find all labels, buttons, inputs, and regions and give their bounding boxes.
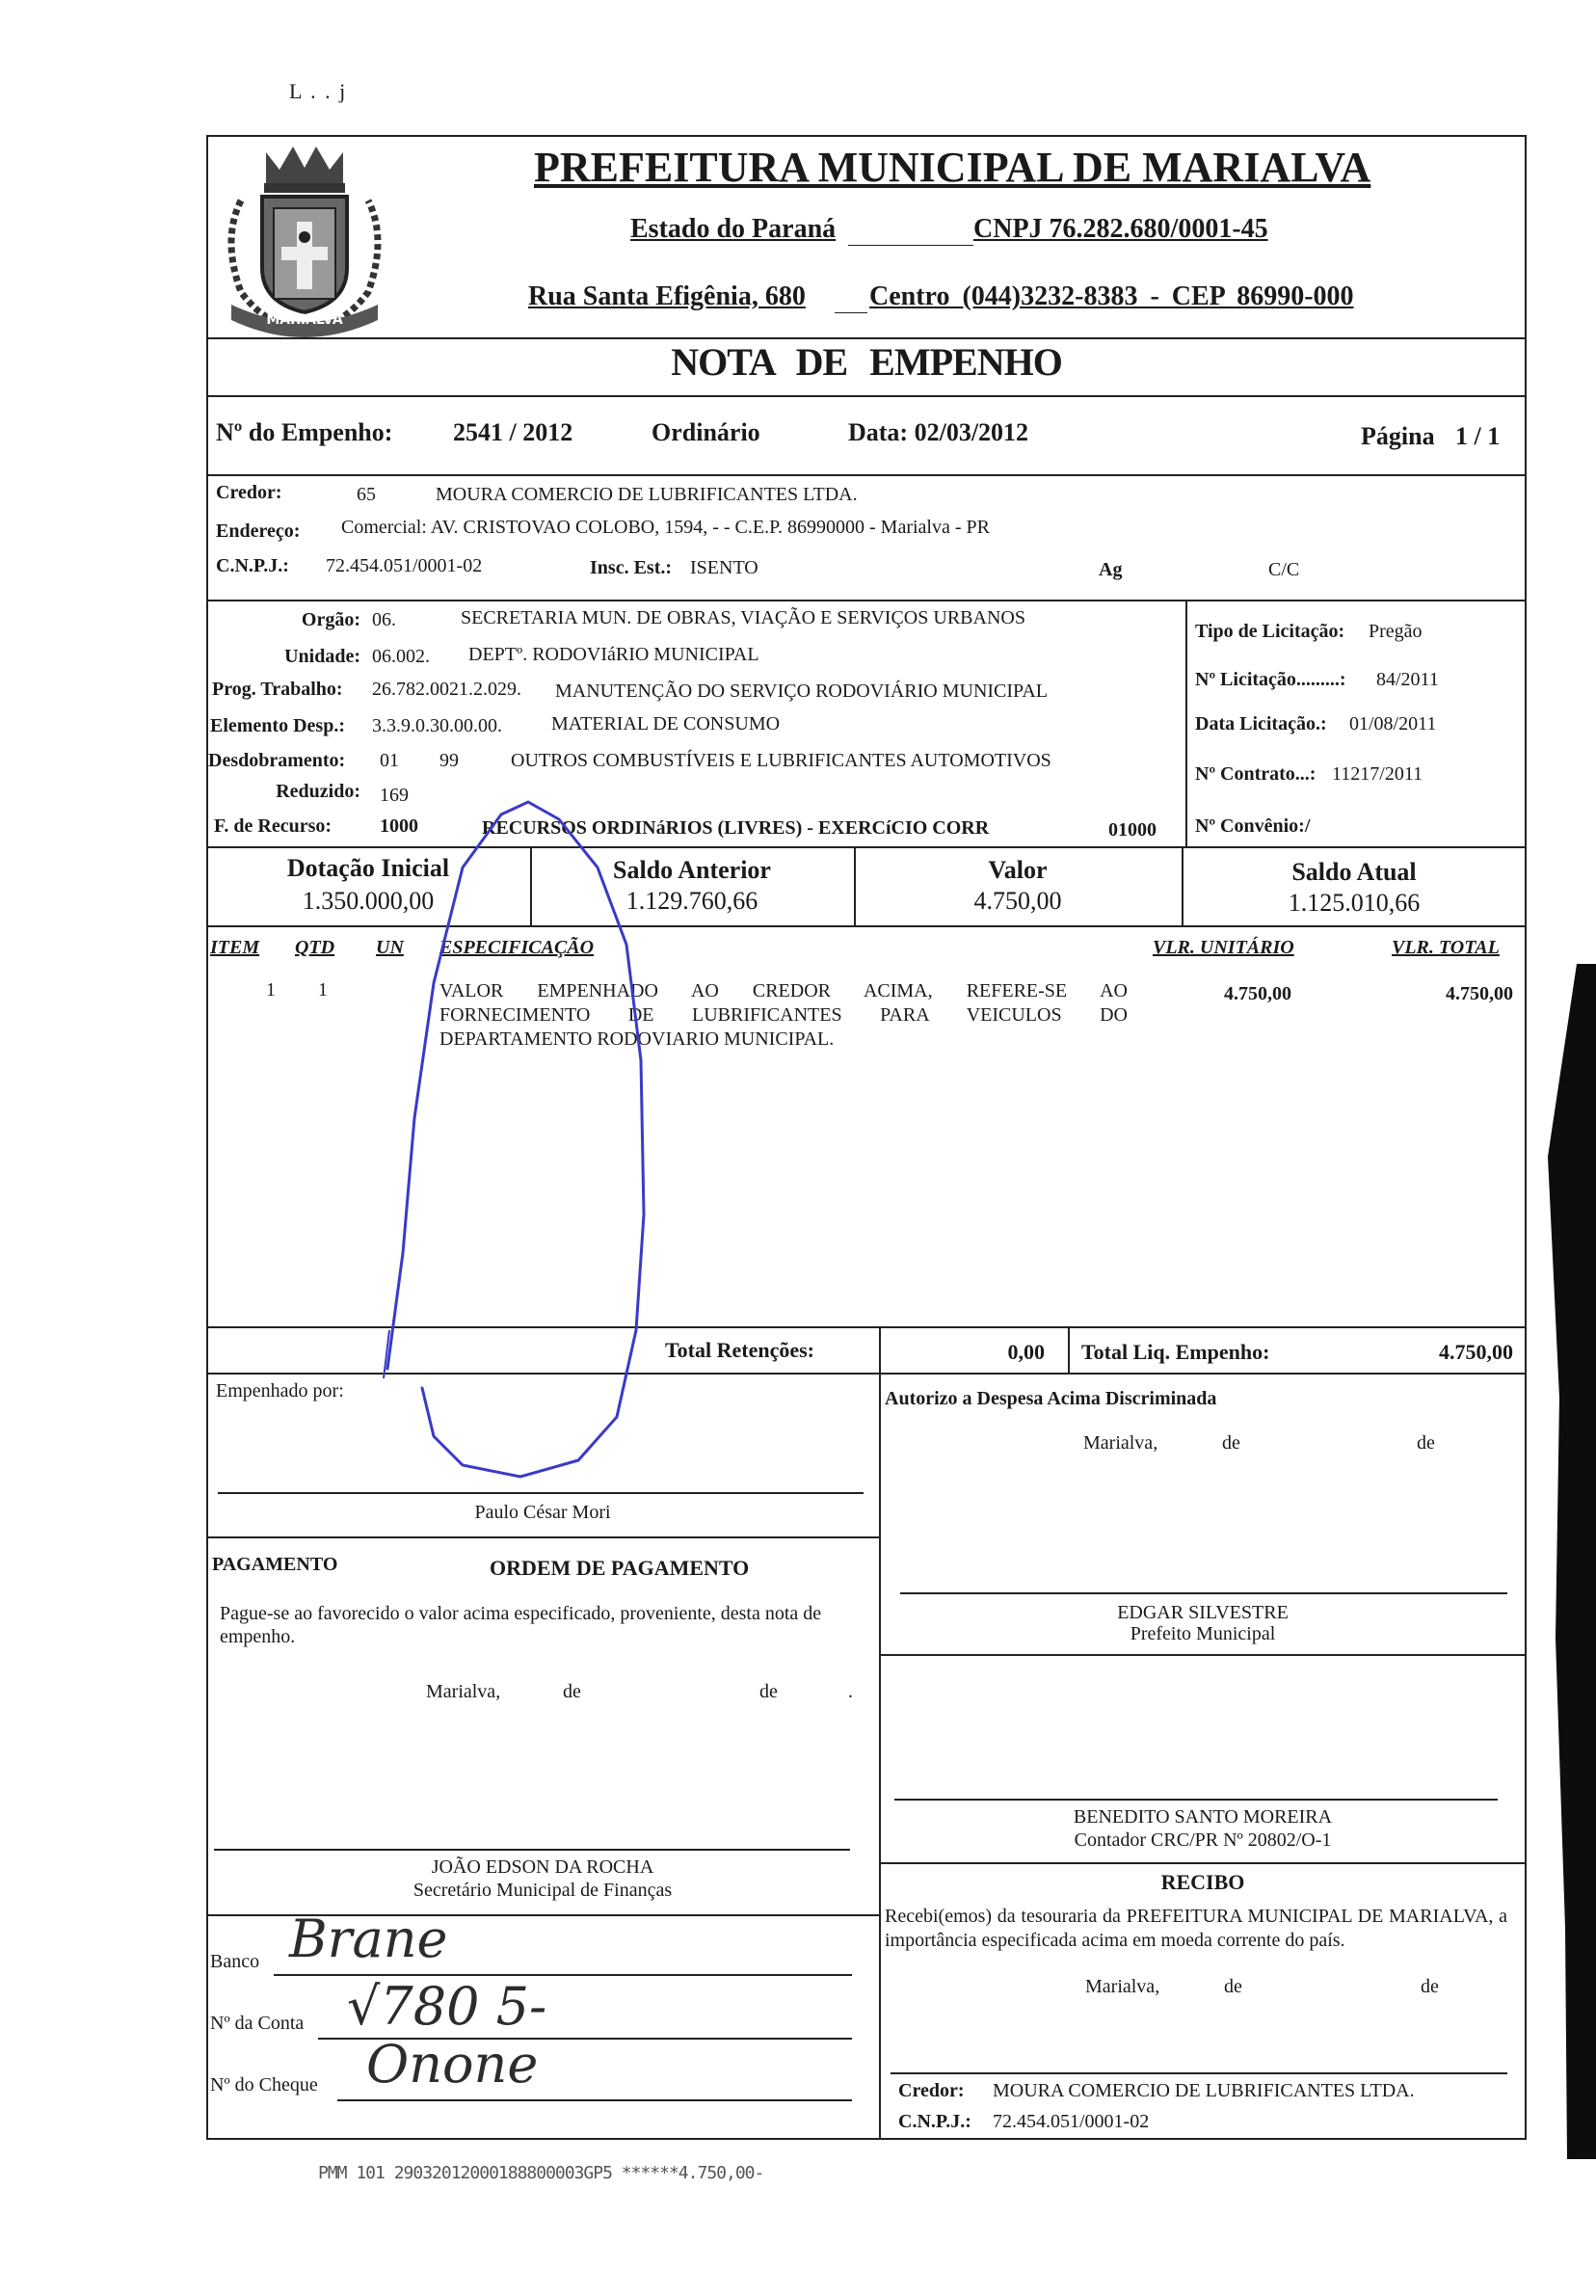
recibo-cnpj-label: C.N.P.J.: — [898, 2111, 971, 2132]
saldo-anterior-label: Saldo Anterior — [613, 856, 771, 884]
autorizo-label: Autorizo a Despesa Acima Discriminada — [885, 1388, 1217, 1409]
header-state: Estado do Paraná — [630, 214, 837, 244]
col-header-unit-value: VLR. UNITÁRIO — [1153, 937, 1294, 958]
elemento-code: 3.3.9.0.30.00.00. — [372, 715, 502, 736]
secretario-role: Secretário Municipal de Finanças — [412, 1880, 673, 1901]
empenho-number-label: Nº do Empenho: — [216, 418, 393, 446]
empenhado-name: Paulo César Mori — [474, 1502, 611, 1523]
unidade-code: 06.002. — [372, 646, 430, 667]
credor-address: Comercial: AV. CRISTOVAO COLOBO, 1594, - - C.E.P. 86990000 - Marialva - PR — [341, 517, 990, 538]
empenho-number: 2541 / 2012 — [453, 418, 573, 446]
dotacao-label: Dotação Inicial — [286, 854, 450, 882]
empenho-date: Data: 02/03/2012 — [848, 418, 1029, 446]
banco-label: Banco — [210, 1951, 260, 1972]
crest-label: MARIALVA — [266, 312, 343, 328]
page-title: PREFEITURA MUNICIPAL DE MARIALVA — [534, 144, 1371, 191]
fonte-code: 1000 — [380, 815, 418, 837]
contador-role: Contador CRC/PR Nº 20802/O-1 — [1074, 1829, 1332, 1851]
col-header-total-value: VLR. TOTAL — [1392, 937, 1500, 958]
cheque-label: Nº do Cheque — [210, 2074, 318, 2096]
licitacao-data: 01/08/2011 — [1349, 713, 1437, 734]
recibo-credor-label: Credor: — [898, 2080, 965, 2101]
spec-line: DEPARTAMENTO RODOVIARIO MUNICIPAL. — [439, 1028, 835, 1050]
desdobramento-code-2: 99 — [439, 750, 459, 771]
autorizo-de-1: de — [1222, 1432, 1240, 1454]
orgao-name: SECRETARIA MUN. DE OBRAS, VIAÇÃO E SERVIÇOS URBANOS — [461, 607, 1025, 628]
page-number: 1 / 1 — [1455, 422, 1501, 450]
total-liq-label: Total Liq. Empenho: — [1081, 1340, 1270, 1364]
credor-cnpj: 72.454.051/0001-02 — [326, 555, 483, 576]
recibo-de-2: de — [1421, 1976, 1439, 1997]
header-cnpj: CNPJ 76.282.680/0001-45 — [973, 214, 1268, 244]
unidade-name: DEPTº. RODOVIáRIO MUNICIPAL — [468, 644, 759, 665]
cc-label: C/C — [1268, 559, 1300, 580]
valor-label: Valor — [988, 856, 1048, 884]
tipo-licitacao: Pregão — [1369, 621, 1423, 642]
fonte-label: F. de Recurso: — [214, 815, 332, 837]
prefeito-name: EDGAR SILVESTRE — [1117, 1602, 1289, 1623]
conta-label: Nº da Conta — [210, 2013, 305, 2034]
recibo-credor: MOURA COMERCIO DE LUBRIFICANTES LTDA. — [993, 2080, 1415, 2101]
saldo-atual-label: Saldo Atual — [1291, 858, 1417, 886]
elemento-name: MATERIAL DE CONSUMO — [551, 713, 781, 734]
dotacao-value: 1.350.000,00 — [302, 887, 435, 915]
prog-label: Prog. Trabalho: — [212, 679, 343, 700]
autorizo-de-2: de — [1417, 1432, 1435, 1454]
spec-line: VALOR EMPENHADO AO CREDOR ACIMA, REFERE-SE AO — [439, 980, 1128, 1001]
col-header-spec: ESPECIFICAÇÃO — [439, 937, 595, 958]
desdobramento-name: OUTROS COMBUSTÍVEIS E LUBRIFICANTES AUTOMOTIVOS — [511, 750, 1051, 771]
orgao-label: Orgão: — [301, 609, 360, 630]
insc-value: ISENTO — [690, 557, 758, 578]
row-total-value: 4.750,00 — [1446, 983, 1513, 1004]
page-label: Página — [1361, 422, 1435, 450]
col-header-un: UN — [376, 937, 404, 958]
empenho-type: Ordinário — [652, 418, 760, 446]
fonte-name: RECURSOS ORDINáRIOS (LIVRES) - EXERCíCIO CORR — [482, 817, 990, 839]
elemento-label: Elemento Desp.: — [210, 715, 345, 736]
valor-value: 4.750,00 — [973, 887, 1062, 915]
conta-handwritten: √780 5- — [347, 1976, 547, 2037]
insc-label: Insc. Est.: — [590, 557, 673, 578]
contrato: 11217/2011 — [1332, 763, 1423, 785]
col-header-qtd: QTD — [295, 937, 335, 958]
row-item: 1 — [266, 979, 276, 1001]
ordem-pagamento-title: ORDEM DE PAGAMENTO — [490, 1556, 750, 1580]
scan-mark: L . . j — [289, 79, 348, 103]
scan-edge-shadow — [1538, 964, 1596, 2159]
banco-handwritten: Brane — [289, 1909, 448, 1969]
contador-name: BENEDITO SANTO MOREIRA — [1073, 1806, 1333, 1828]
licitacao-num: 84/2011 — [1376, 669, 1439, 690]
total-liq-value: 4.750,00 — [1439, 1340, 1513, 1364]
row-unit-value: 4.750,00 — [1224, 983, 1291, 1004]
pagamento-de-2: de — [759, 1681, 778, 1702]
cnpj-label: C.N.P.J.: — [216, 555, 289, 576]
header-district-phone-cep: Centro (044)3232-8383 - CEP 86990-000 — [869, 281, 1354, 311]
spec-line: FORNECIMENTO DE LUBRIFICANTES PARA VEICULOS DO — [439, 1004, 1128, 1026]
empenhado-label: Empenhado por: — [216, 1380, 344, 1402]
saldo-anterior-value: 1.129.760,66 — [625, 887, 758, 915]
saldo-atual-value: 1.125.010,66 — [1288, 889, 1421, 917]
autorizo-place: Marialva, — [1083, 1432, 1158, 1454]
orgao-code: 06. — [372, 609, 396, 630]
pagamento-de-1: de — [563, 1681, 581, 1702]
credor-code: 65 — [357, 484, 376, 505]
tipo-licitacao-label: Tipo de Licitação: — [1195, 621, 1345, 642]
pagamento-label: PAGAMENTO — [212, 1554, 338, 1575]
document-type-title: NOTA DE EMPENHO — [671, 340, 1062, 384]
retencoes-label: Total Retenções: — [665, 1338, 814, 1362]
reduzido-code: 169 — [380, 785, 409, 806]
cheque-handwritten: Onone — [366, 2034, 539, 2095]
reduzido-label: Reduzido: — [276, 781, 360, 802]
recibo-place: Marialva, — [1085, 1976, 1160, 1997]
footer-code: PMM 101 29032012000188800003GP5 ******4.750,00- — [318, 2163, 764, 2183]
endereco-label: Endereço: — [216, 521, 301, 542]
retencoes-value: 0,00 — [1007, 1340, 1045, 1364]
col-header-item: ITEM — [210, 937, 260, 958]
convenio-label: Nº Convênio:/ — [1195, 815, 1311, 837]
recibo-title: RECIBO — [1160, 1870, 1245, 1894]
licitacao-num-label: Nº Licitação.........: — [1195, 669, 1346, 690]
fonte-number: 01000 — [1108, 819, 1157, 841]
unidade-label: Unidade: — [284, 646, 360, 667]
desdobramento-code-1: 01 — [380, 750, 399, 771]
prefeito-role: Prefeito Municipal — [1130, 1623, 1276, 1644]
pagamento-dot: . — [848, 1681, 853, 1702]
row-qtd: 1 — [318, 979, 328, 1001]
pagamento-place: Marialva, — [426, 1681, 501, 1702]
credor-label: Credor: — [216, 482, 282, 503]
secretario-name: JOÃO EDSON DA ROCHA — [431, 1856, 654, 1878]
recibo-de-1: de — [1224, 1976, 1242, 1997]
pagamento-text: Pague-se ao favorecido o valor acima especificado, proveniente, desta nota de empenho. — [220, 1603, 822, 1647]
credor-name: MOURA COMERCIO DE LUBRIFICANTES LTDA. — [436, 484, 858, 505]
recibo-cnpj: 72.454.051/0001-02 — [993, 2111, 1150, 2132]
desdobramento-label: Desdobramento: — [208, 750, 346, 771]
prog-name: MANUTENÇÃO DO SERVIÇO RODOVIÁRIO MUNICIPAL — [555, 681, 1049, 702]
contrato-label: Nº Contrato...: — [1195, 763, 1317, 785]
recibo-text: Recebi(emos) da tesouraria da PREFEITURA MUNICIPAL DE MARIALVA, a importância especificada acima em moeda corrente do país. — [885, 1906, 1507, 1951]
header-street: Rua Santa Efigênia, 680 — [528, 281, 806, 311]
prog-code: 26.782.0021.2.029. — [372, 679, 521, 700]
ag-label: Ag — [1099, 559, 1123, 580]
licitacao-data-label: Data Licitação.: — [1195, 713, 1327, 734]
